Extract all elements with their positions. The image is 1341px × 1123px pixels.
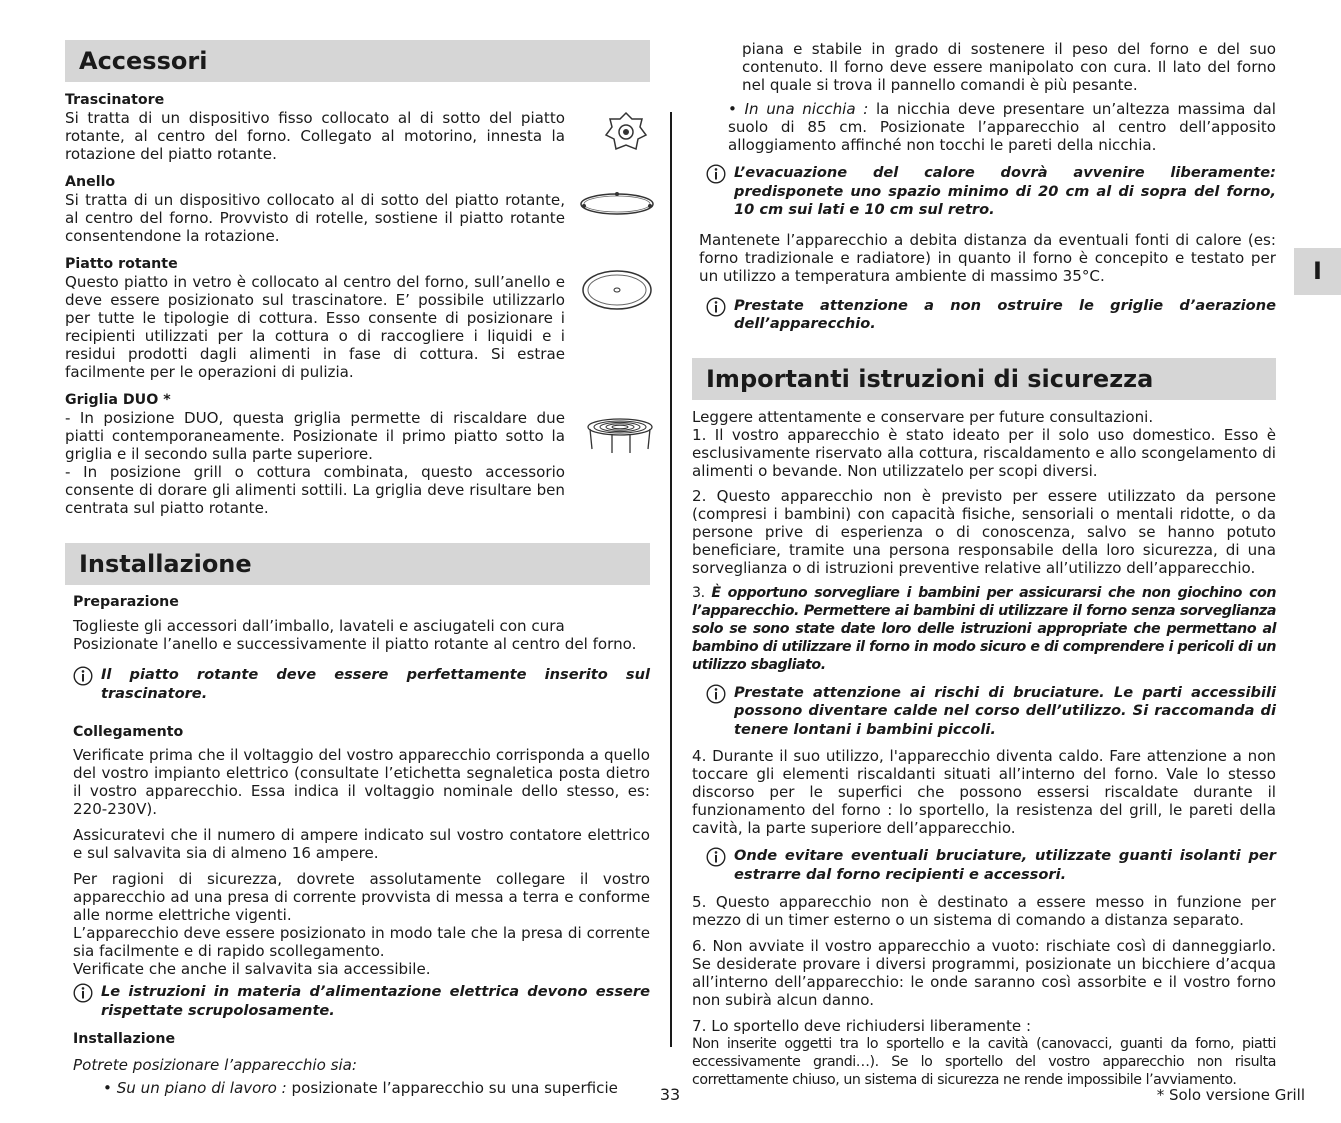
bullet-nicchia: • In una nicchia : la nicchia deve presentare un’altezza massima dal suolo di 85 cm. Posizionate l’apparecchio al centro dell’apposito alloggiamento affinché non tocchi le pareti della nicchia.: [728, 100, 1277, 154]
info-icon: [706, 297, 726, 317]
sicurezza-item-4: 4. Durante il suo utilizzo, l'apparecchio diventa caldo. Fare attenzione a non toccare gli elementi riscaldanti situati all’interno del forno. Vale lo stesso discorso per le superfici che possono essersi riscaldate durante il funzionamento del forno : lo sportello, la resistenza del grill, le pareti della cavità, la parte superiore dell’apparecchio.: [692, 747, 1276, 837]
note-text: Prestate attenzione ai rischi di bruciature. Le parti accessibili possono diventare calde nel corso dell’utilizzo. Si raccomanda di tenere lontani i bambini piccoli.: [734, 683, 1276, 738]
sicurezza-item-3: [692, 584, 1276, 674]
note-text: Il piatto rotante deve essere perfettamente inserito sul trascinatore.: [101, 666, 650, 702]
info-icon: [706, 847, 726, 867]
info-note: [692, 297, 1276, 334]
note-text: Le istruzioni in materia d’alimentazione elettrica devono essere rispettate scrupolosamente.: [101, 983, 650, 1019]
item-text: È opportuno sorvegliare i bambini per assicurarsi che non giochino con l’apparecchio. Permettere ai bambini di utilizzare il forno senza sorveglianza solo se sono state date loro delle istruzioni appropriate che permettano al bambino di utilizzare il forno in modo sicuro e di comprendere i pericoli di un utilizzo sbagliato.: [692, 584, 1276, 673]
info-note: [692, 847, 1276, 884]
bullet-piano-lavoro: • Su un piano di lavoro : posizionate l’apparecchio su una superficie: [103, 1079, 618, 1097]
subheading-collegamento: Collegamento: [73, 724, 184, 740]
grill-rack-icon: [584, 409, 656, 455]
note-text: Prestate attenzione a non ostruire le griglie d’aerazione dell’apparecchio.: [734, 296, 1276, 332]
info-icon: [706, 164, 726, 184]
accessory-description: Questo piatto in vetro è collocato al centro del forno, sull’anello e deve essere posizionato sul trascinatore. E’ possibile utilizzarlo per tutte le tipologie di cottura. Esso consente di posizionare i recipienti utilizzati per la cottura o di raccogliere i liquidi e i residui prodotti dagli alimenti in fase di cottura. Si estrae facilmente per le operazioni di pulizia.: [65, 273, 565, 381]
collegamento-p5: Verificate che anche il salvavita sia accessibile.: [73, 960, 431, 978]
bullet-text: la nicchia deve presentare un’altezza massima dal suolo di 85 cm. Posizionate l’apparecchio al centro dell’apposito alloggiamento affinché non tocchi le pareti della nicchia.: [728, 100, 1277, 154]
continued-text: piana e stabile in grado di sostenere il peso del forno e del suo contenuto. Il forno deve essere manipolato con cura. Il lato del forno nel quale si trova il pannello comandi è più pesante.: [742, 40, 1276, 94]
coupler-icon: [602, 109, 650, 157]
turntable-plate-icon: [580, 269, 654, 311]
note-text: Onde evitare eventuali bruciature, utilizzate guanti isolanti per estrarre dal forno recipienti e accessori.: [734, 847, 1276, 883]
accessory-griglia-duo: [65, 391, 650, 517]
accessory-name: Anello: [65, 174, 116, 190]
footnote: * Solo versione Grill: [1156, 1086, 1305, 1104]
collegamento-p1: Verificate prima che il voltaggio del vostro apparecchio corrisponda a quello del vostro impianto elettrico (consultate l’etichetta segnaletica posta dietro il vostro apparecchio. Essa indica il voltaggio nominale dello stesso, es: 220-230V).: [73, 746, 650, 818]
installazione-intro: Potrete posizionare l’apparecchio sia:: [73, 1056, 358, 1074]
accessory-description: Si tratta di un dispositivo fisso collocato al di sotto del piatto rotante, al centro del forno. Collegato al motorino, innesta la rotazione del piatto rotante.: [65, 109, 565, 163]
info-icon: [73, 666, 93, 686]
accessory-name: Griglia DUO *: [65, 392, 171, 408]
accessory-description: - In posizione DUO, questa griglia permette di riscaldare due piatti contemporaneamente. Posizionate il primo piatto sotto la griglia e il secondo sulla parte superiore.: [65, 409, 565, 463]
bullet-label: In una nicchia :: [744, 100, 869, 118]
bullet-label: Su un piano di lavoro :: [116, 1079, 287, 1097]
right-column: [692, 40, 1276, 1089]
bullet-text: posizionate l’apparecchio su una superficie: [286, 1079, 618, 1097]
section-title-installazione: Installazione: [65, 543, 650, 585]
left-column: [65, 40, 650, 1097]
preparazione-text: Toglieste gli accessori dall’imballo, lavateli e asciugateli con cura: [73, 617, 565, 635]
section-title-sicurezza: Importanti istruzioni di sicurezza: [692, 358, 1276, 400]
sicurezza-item-6: 6. Non avviate il vostro apparecchio a vuoto: rischiate così di danneggiarlo. Se desiderate provare i diversi programmi, posizionate un bicchiere d’acqua all’interno dell’apparecchio: le onde saranno così assorbite e il vostro forno non subirà alcun danno.: [692, 937, 1276, 1009]
column-divider: [670, 112, 672, 1047]
accessory-anello: [65, 173, 650, 245]
language-tab: I: [1294, 248, 1341, 295]
section-title-accessori: Accessori: [65, 40, 650, 82]
collegamento-p2: Assicuratevi che il numero di ampere indicato sul vostro contatore elettrico e sul salvavita sia di almeno 16 ampere.: [73, 826, 650, 862]
info-icon: [73, 983, 93, 1003]
sicurezza-item-7: 7. Lo sportello deve richiudersi liberamente :: [692, 1017, 1032, 1035]
info-note: [692, 164, 1276, 220]
sicurezza-intro: Leggere attentamente e conservare per future consultazioni.: [692, 407, 1154, 426]
info-icon: [706, 684, 726, 704]
accessory-name: Trascinatore: [65, 92, 165, 108]
accessory-description: - In posizione grill o cottura combinata, questo accessorio consente di dorare gli alimenti sottili. La griglia deve risultare ben centrata sul piatto rotante.: [65, 463, 565, 517]
sicurezza-item-5: 5. Questo apparecchio non è destinato a essere messo in funzione per mezzo di un timer esterno o un sistema di comando a distanza separato.: [692, 893, 1276, 929]
installazione-body: [65, 593, 650, 1097]
roller-ring-icon: [578, 189, 656, 219]
accessory-description: Si tratta di un dispositivo collocato al di sotto del piatto rotante, al centro del forno. Provvisto di rotelle, sostiene il piatto rotante consentendone la rotazione.: [65, 191, 565, 245]
note-text: L’evacuazione del calore dovrà avvenire liberamente: predisponete uno spazio minimo di 20 cm al di sopra del forno, 10 cm sui lati e 10 cm sul retro.: [734, 164, 1276, 218]
accessory-piatto-rotante: [65, 255, 650, 381]
sicurezza-item-7-text: Non inserite oggetti tra lo sportello e la cavità (canovacci, guanti da forno, piatti eccessivamente grandi…). Se lo sportello del vostro apparecchio non risulta correttamente chiuso, un sistema di sicurezza ne rende impossibile l’avviamento.: [692, 1036, 1276, 1088]
page-number: 33: [659, 1085, 681, 1104]
info-note: [73, 666, 650, 703]
accessory-trascinatore: [65, 91, 650, 163]
collegamento-p4: L’apparecchio deve essere posizionato in modo tale che la presa di corrente sia facilmente e di rapido scollegamento.: [73, 924, 650, 960]
distanza-text: Mantenete l’apparecchio a debita distanza da eventuali fonti di calore (es: forno tradizionale e radiatore) in quanto il forno è concepito e testato per un utilizzo a temperatura ambiente di massimo 35°C.: [699, 230, 1276, 285]
sicurezza-item-2: 2. Questo apparecchio non è previsto per essere utilizzato da persone (compresi i bambini) con capacità fisiche, sensoriali o mentali ridotte, o da persone prive di esperienza o di conoscenza, salvo se hanno potuto beneficiare, tramite una persona responsabile della loro sicurezza, di una sorveglianza o di istruzioni preventive relative all’utilizzo dell’apparecchio.: [692, 486, 1276, 577]
subheading-preparazione: Preparazione: [73, 594, 179, 610]
info-note: [73, 983, 650, 1020]
collegamento-p3: Per ragioni di sicurezza, dovrete assolutamente collegare il vostro apparecchio ad una presa di corrente provvista di messa a terra e conforme alle norme elettriche vigenti.: [73, 870, 650, 924]
subheading-installazione: Installazione: [73, 1031, 176, 1047]
item-number: 3.: [692, 584, 705, 601]
preparazione-text-2: Posizionate l’anello e successivamente il piatto rotante al centro del forno.: [73, 635, 637, 653]
info-note: [692, 684, 1276, 740]
sicurezza-item-1: 1. Il vostro apparecchio è stato ideato per il solo uso domestico. Esso è esclusivamente riservato alla cottura, riscaldamento e allo scongelamento di alimenti o bevande. Non utilizzatelo per scopi diversi.: [692, 425, 1276, 480]
sicurezza-body: [692, 408, 1276, 1090]
accessory-name: Piatto rotante: [65, 256, 178, 272]
